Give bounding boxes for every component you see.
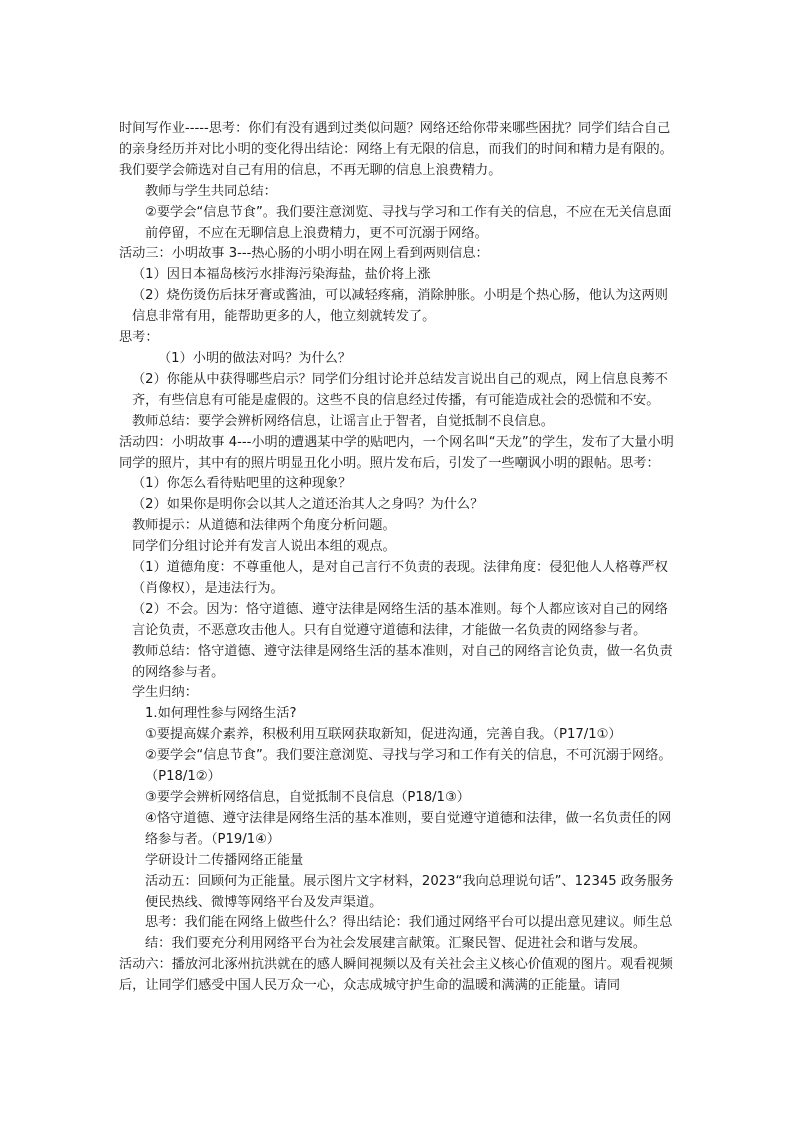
paragraph: （1）道德角度：不尊重他人，是对自己言行不负责的表现。法律角度：侵犯他人人格尊严权（肖像权），是违法行为。 [132,560,668,596]
paragraph: 活动五：回顾何为正能量。展示图片文字材料，2023“我向总理说句话”、12345 政务服务便民热线、微博等网络平台及发声渠道。 [145,873,674,910]
document-body [119,119,679,997]
paragraph: 时间写作业-----思考：你们有没有遇到过类似问题？网络还给你带来哪些困扰？同学们结合自己的亲身经历并对比小明的变化得出结论：网络上有无限的信息，而我们的时间和精力是有限的。我们要学会筛选对自己有用的信息，不再无聊的信息上浪费精力。 [119,121,673,178]
paragraph: ①要提高媒介素养，积极利用互联网获取新知，促进沟通，完善自我。（P17/1①） [145,727,622,743]
paragraph: 活动六：播放河北涿州抗洪就在的感人瞬间视频以及有关社会主义核心价值观的图片。观看视频后，让同学们感受中国人民万众一心，众志成城守护生命的温暖和满满的正能量。请同 [119,957,673,994]
paragraph: 学生归纳： [132,685,198,701]
paragraph: （2）你能从中获得哪些启示？同学们分组讨论并总结发言说出自己的观点，网上信息良莠不齐，有些信息有可能是虚假的。这些不良的信息经过传播，有可能造成社会的恐慌和不安。 [132,371,668,408]
paragraph: 活动四：小明故事 4---小明的遭遇某中学的贴吧内，一个网名叫“天龙”的学生，发布了大量小明同学的照片，其中有的照片明显丑化小明。照片发布后，引发了一些嘲讽小明的跟帖。思考： [119,434,674,471]
paragraph: 教师提示：从道德和法律两个角度分析问题。 [132,518,396,534]
paragraph: ②要学会“信息节食”。我们要注意浏览、寻找与学习和工作有关的信息，不应在无关信息面前停留，不应在无聊信息上浪费精力，更不可沉溺于网络。 [145,204,672,241]
paragraph: （2）如果你是明你会以其人之道还治其人之身吗？为什么？ [132,497,484,513]
paragraph: 学研设计二传播网络正能量 [145,852,304,868]
paragraph: ②要学会“信息节食”。我们要注意浏览、寻找与学习和工作有关的信息，不可沉溺于网络。（P18/1②） [145,748,672,785]
paragraph: （2）烧伤烫伤后抹牙膏或酱油，可以减轻疼痛，消除肿胀。小明是个热心肠，他认为这两则信息非常有用，能帮助更多的人，他立刻就转发了。 [132,288,668,325]
paragraph: （1）你怎么看待贴吧里的这种现象？ [132,476,352,492]
paragraph: ④恪守道德、遵守法律是网络生活的基本准则，要自觉遵守道德和法律，做一名负责任的网络参与者。（P19/1④） [145,810,672,847]
paragraph: 思考：我们能在网络上做些什么？得出结论：我们通过网络平台可以提出意见建议。师生总结：我们要充分利用网络平台为社会发展建言献策。汇聚民智、促进社会和谐与发展。 [145,915,673,952]
paragraph: 教师总结：要学会辨析网络信息，让谣言止于智者，自觉抵制不良信息。 [132,413,554,429]
paragraph: 活动三：小明故事 3---热心肠的小明小明在网上看到两则信息： [119,246,489,262]
paragraph: 思考： [119,330,159,346]
paragraph: （2）不会。因为：恪守道德、遵守法律是网络生活的基本准则。每个人都应该对自己的网络言论负责，不恶意攻击他人。只有自觉遵守道德和法律，才能做一名负责的网络参与者。 [132,601,668,638]
paragraph: 教师与学生共同总结： [145,183,277,199]
paragraph: （1）小明的做法对吗？为什么？ [158,350,352,366]
paragraph: 1.如何理性参与网络生活? [145,706,297,722]
paragraph: 教师总结：恪守道德、遵守法律是网络生活的基本准则，对自己的网络言论负责，做一名负责的网络参与者。 [132,643,673,680]
paragraph: 同学们分组讨论并有发言人说出本组的观点。 [132,539,396,555]
paragraph: ③要学会辨析网络信息，自觉抵制不良信息（P18/1③） [145,790,470,805]
paragraph: （1）因日本福岛核污水排海污染海盐，盐价将上涨 [132,267,431,283]
